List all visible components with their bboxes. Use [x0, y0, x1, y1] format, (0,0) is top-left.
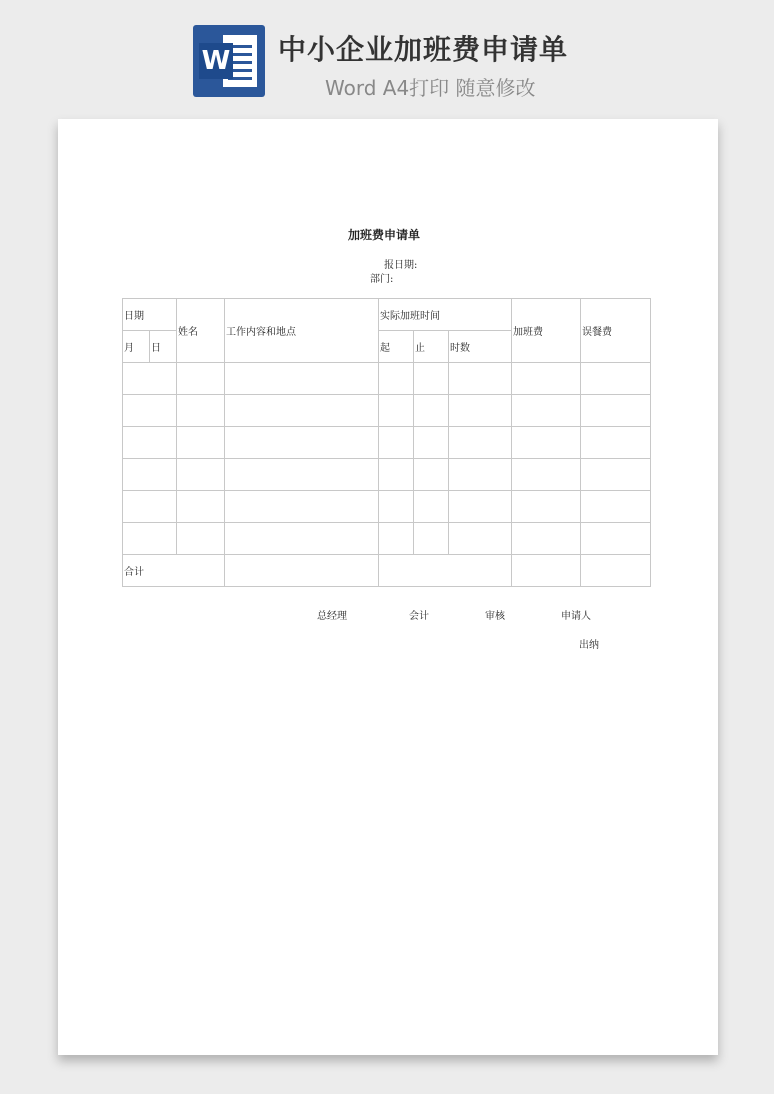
table-row [123, 523, 651, 555]
overtime-pay-header: 加班费 [512, 299, 581, 363]
total-label: 合计 [123, 555, 225, 587]
table-row [123, 395, 651, 427]
table-row [123, 427, 651, 459]
end-header: 止 [414, 331, 449, 363]
report-date-label: 报日期: [384, 260, 418, 271]
accountant-label: 会计 [409, 611, 429, 622]
document-title: 加班费申请单 [348, 228, 421, 242]
meal-header: 误餐费 [581, 299, 651, 363]
name-header: 姓名 [177, 299, 225, 363]
table-row [123, 363, 651, 395]
month-header: 月 [123, 331, 150, 363]
applicant-label: 申请人 [561, 611, 591, 622]
banner-title: 中小企业加班费申请单 [278, 33, 569, 66]
table-row [123, 491, 651, 523]
overtime-table [122, 298, 651, 587]
start-header: 起 [379, 331, 414, 363]
banner-subtitle: Word A4打印 随意修改 [325, 76, 536, 100]
department-label: 部门: [370, 274, 394, 285]
word-icon-letter: W [199, 43, 233, 79]
actual-time-header: 实际加班时间 [379, 299, 512, 331]
audit-label: 审核 [485, 611, 505, 622]
hours-header: 时数 [449, 331, 512, 363]
work-header: 工作内容和地点 [225, 299, 379, 363]
day-header: 日 [150, 331, 177, 363]
cashier-label: 出纳 [579, 640, 599, 651]
table-row [123, 459, 651, 491]
total-row [123, 555, 651, 587]
banner [0, 0, 774, 118]
general-manager-label: 总经理 [317, 611, 347, 622]
document-page [58, 119, 718, 1055]
word-icon [193, 25, 265, 97]
date-header: 日期 [123, 299, 177, 331]
